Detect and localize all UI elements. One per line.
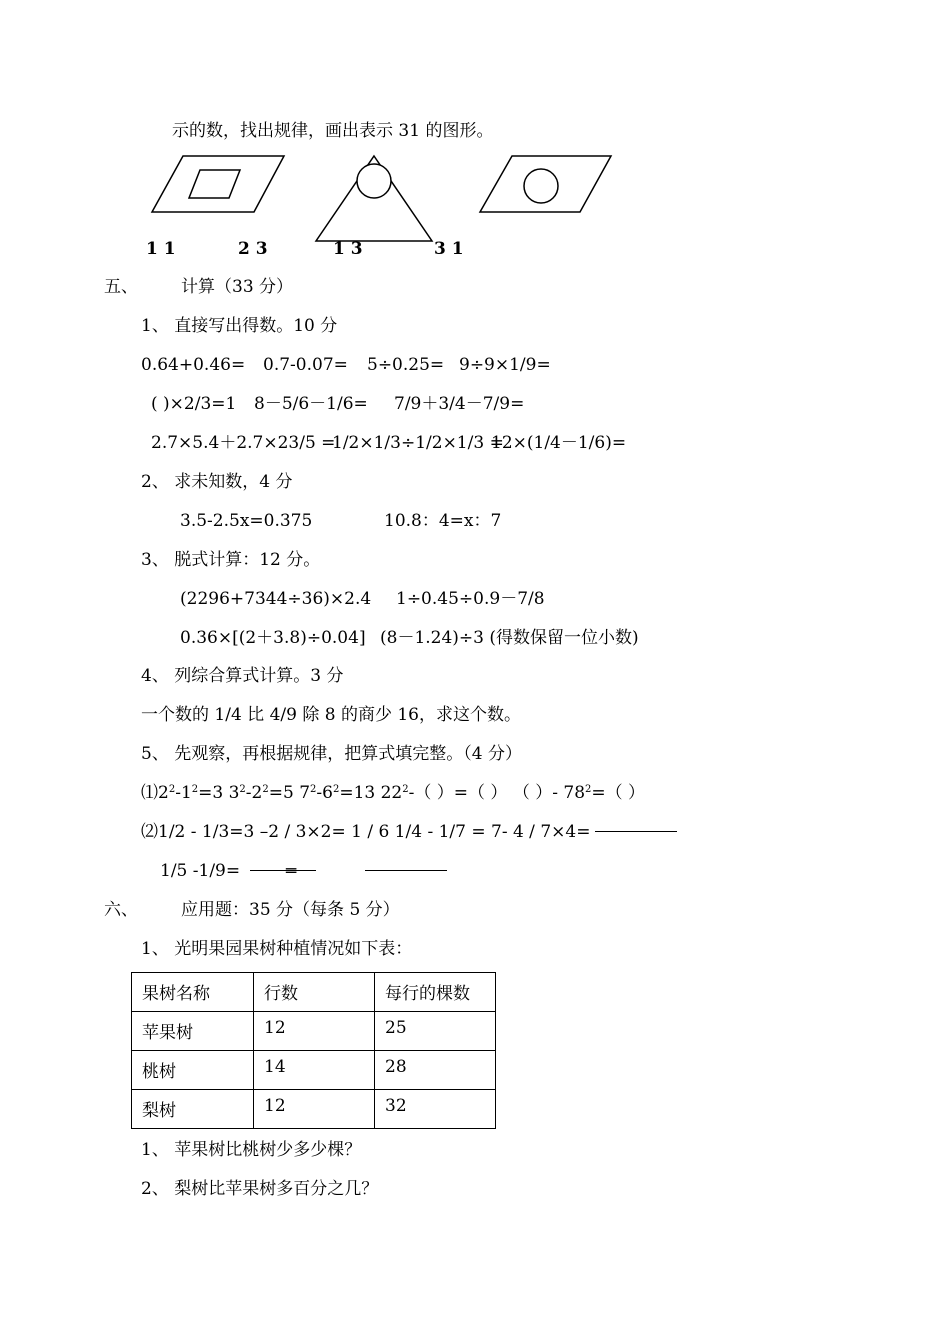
q3-heading: 3、 脱式计算：12 分。 bbox=[141, 550, 321, 570]
table-cell: 28 bbox=[375, 1051, 496, 1090]
figure-parallelogram-square bbox=[152, 156, 284, 212]
table-cell: 14 bbox=[254, 1051, 375, 1090]
figure-triangle-circle bbox=[316, 156, 432, 241]
table-header: 行数 bbox=[254, 973, 375, 1012]
q3-item: 1÷0.45÷0.9－7/8 bbox=[396, 589, 545, 609]
table-cell: 桃树 bbox=[132, 1051, 254, 1090]
q1-item: 12×(1/4－1/6)= bbox=[491, 433, 627, 453]
answer-blank[interactable] bbox=[595, 831, 677, 832]
figure-parallelogram-circle bbox=[480, 156, 611, 212]
answer-blank[interactable] bbox=[250, 870, 316, 871]
sub-question: 1、 苹果树比桃树少多少棵？ bbox=[141, 1140, 362, 1160]
section5-number: 五、 bbox=[104, 277, 138, 297]
q2-item: 3.5-2.5x=0.375 bbox=[180, 511, 313, 531]
figure-label-1: 1 1 bbox=[146, 239, 176, 259]
q1-item: 0.7-0.07= bbox=[263, 355, 348, 375]
answer-blank[interactable] bbox=[365, 870, 447, 871]
q1-item: 2.7×5.4＋2.7×23/5 = bbox=[151, 433, 336, 453]
table-row bbox=[132, 1012, 496, 1051]
q4-heading: 4、 列综合算式计算。3 分 bbox=[141, 666, 344, 686]
q5-line2: ⑵1/2 - 1/3=3 –2 / 3×2= 1 / 6 1/4 - 1/7 = 7- 4 / 7×4= bbox=[141, 822, 591, 842]
table-header: 果树名称 bbox=[132, 973, 254, 1012]
q2-item: 10.8：4=x：7 bbox=[384, 511, 502, 531]
q1-item: ( )×2/3=1 bbox=[151, 394, 237, 414]
section6-title: 应用题：35 分（每条 5 分） bbox=[181, 900, 400, 920]
section5-title: 计算（33 分） bbox=[181, 277, 294, 297]
table-cell: 苹果树 bbox=[132, 1012, 254, 1051]
q5-line3-eq: = bbox=[284, 861, 299, 881]
pattern-figures bbox=[0, 0, 950, 270]
table-header: 每行的棵数 bbox=[375, 973, 496, 1012]
sub-question: 2、 梨树比苹果树多百分之几？ bbox=[141, 1179, 379, 1199]
q6-1-heading: 1、 光明果园果树种植情况如下表： bbox=[141, 939, 413, 959]
q1-heading: 1、 直接写出得数。10 分 bbox=[141, 316, 338, 336]
table-row bbox=[132, 1051, 496, 1090]
q5-line3-prefix: 1/5 -1/9= bbox=[160, 861, 241, 881]
q3-item: (8－1.24)÷3 (得数保留一位小数) bbox=[380, 628, 639, 648]
section6-number: 六、 bbox=[104, 900, 138, 920]
q1-item: 1/2×1/3÷1/2×1/3 = bbox=[332, 433, 504, 453]
q1-item: 9÷9×1/9= bbox=[459, 355, 551, 375]
table-cell: 32 bbox=[375, 1090, 496, 1129]
q3-item: (2296+7344÷36)×2.4 bbox=[180, 589, 372, 609]
table-cell: 25 bbox=[375, 1012, 496, 1051]
figure-label-3: 1 3 bbox=[333, 239, 363, 259]
q5-line1: $⑴2^2-1^2=3$ $3^2-2^2=5$ $7^2-6^2=13$ $22^2-$（ ）=（ ） （ ）- $78^2=$（ ） bbox=[141, 783, 646, 803]
q1-item: 8－5/6－1/6= bbox=[254, 394, 368, 414]
table-header-row bbox=[132, 973, 496, 1012]
table-cell: 12 bbox=[254, 1090, 375, 1129]
table-cell: 12 bbox=[254, 1012, 375, 1051]
figure-label-4: 3 1 bbox=[434, 239, 464, 259]
table-row bbox=[132, 1090, 496, 1129]
q5-heading: 5、 先观察，再根据规律，把算式填完整。（4 分） bbox=[141, 744, 522, 764]
figure-label-2: 2 3 bbox=[238, 239, 268, 259]
q1-item: 5÷0.25= bbox=[367, 355, 445, 375]
q1-item: 7/9＋3/4－7/9= bbox=[394, 394, 525, 414]
q2-heading: 2、 求未知数，4 分 bbox=[141, 472, 293, 492]
orchard-table bbox=[131, 972, 496, 1129]
q1-item: 0.64+0.46= bbox=[141, 355, 246, 375]
q4-text: 一个数的 1/4 比 4/9 除 8 的商少 16，求这个数。 bbox=[141, 705, 521, 725]
q3-item: 0.36×[(2＋3.8)÷0.04] bbox=[180, 628, 366, 648]
table-cell: 梨树 bbox=[132, 1090, 254, 1129]
intro-line: 示的数，找出规律，画出表示 31 的图形。 bbox=[172, 121, 494, 141]
